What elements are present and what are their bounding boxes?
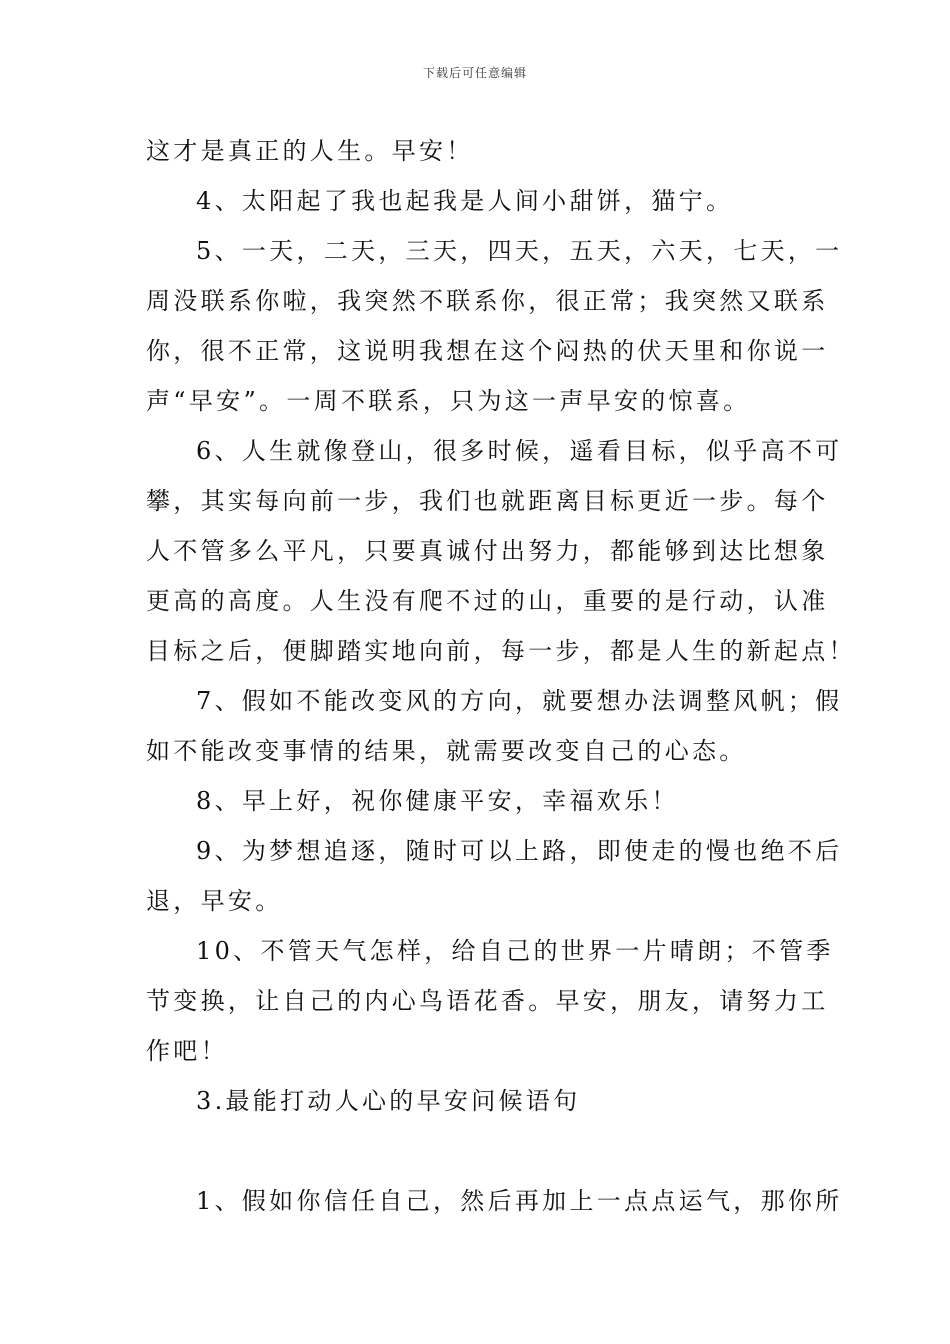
- text-line: 如不能改变事情的结果，就需要改变自己的心态。: [146, 737, 747, 765]
- text-line: 5、一天，二天，三天，四天，五天，六天，七天，一: [196, 237, 843, 265]
- text-line: 节变换，让自己的内心鸟语花香。早安，朋友，请努力工: [146, 987, 829, 1015]
- text-line: 1、假如你信任自己，然后再加上一点点运气，那你所: [196, 1187, 843, 1215]
- text-line: 你，很不正常，这说明我想在这个闷热的伏天里和你说一: [146, 337, 829, 365]
- text-line: 6、人生就像登山，很多时候，遥看目标，似乎高不可: [196, 437, 843, 465]
- text-line: 更高的高度。人生没有爬不过的山，重要的是行动，认准: [146, 587, 829, 615]
- page-header: 下载后可任意编辑: [422, 66, 527, 80]
- text-line: 作吧！: [146, 1037, 228, 1065]
- text-line: 退，早安。: [146, 887, 283, 915]
- text-line: 周没联系你啦，我突然不联系你，很正常；我突然又联系: [146, 287, 829, 315]
- text-line: 10、不管天气怎样，给自己的世界一片晴朗；不管季: [196, 937, 834, 965]
- text-line: 8、早上好，祝你健康平安，幸福欢乐！: [196, 787, 679, 815]
- text-line: 这才是真正的人生。早安！: [146, 137, 474, 165]
- text-line: 人不管多么平凡，只要真诚付出努力，都能够到达比想象: [146, 537, 829, 565]
- section-heading: 3.最能打动人心的早安问候语句: [196, 1087, 581, 1115]
- text-line: 7、假如不能改变风的方向，就要想办法调整风帆；假: [196, 687, 843, 715]
- text-line: 目标之后，便脚踏实地向前，每一步，都是人生的新起点！: [146, 637, 856, 665]
- text-line: 攀，其实每向前一步，我们也就距离目标更近一步。每个: [146, 487, 829, 515]
- text-line: 4、太阳起了我也起我是人间小甜饼，猫宁。: [196, 187, 734, 215]
- text-line: 声“早安”。一周不联系，只为这一声早安的惊喜。: [146, 387, 751, 415]
- text-line: 9、为梦想追逐，随时可以上路，即使走的慢也绝不后: [196, 837, 843, 865]
